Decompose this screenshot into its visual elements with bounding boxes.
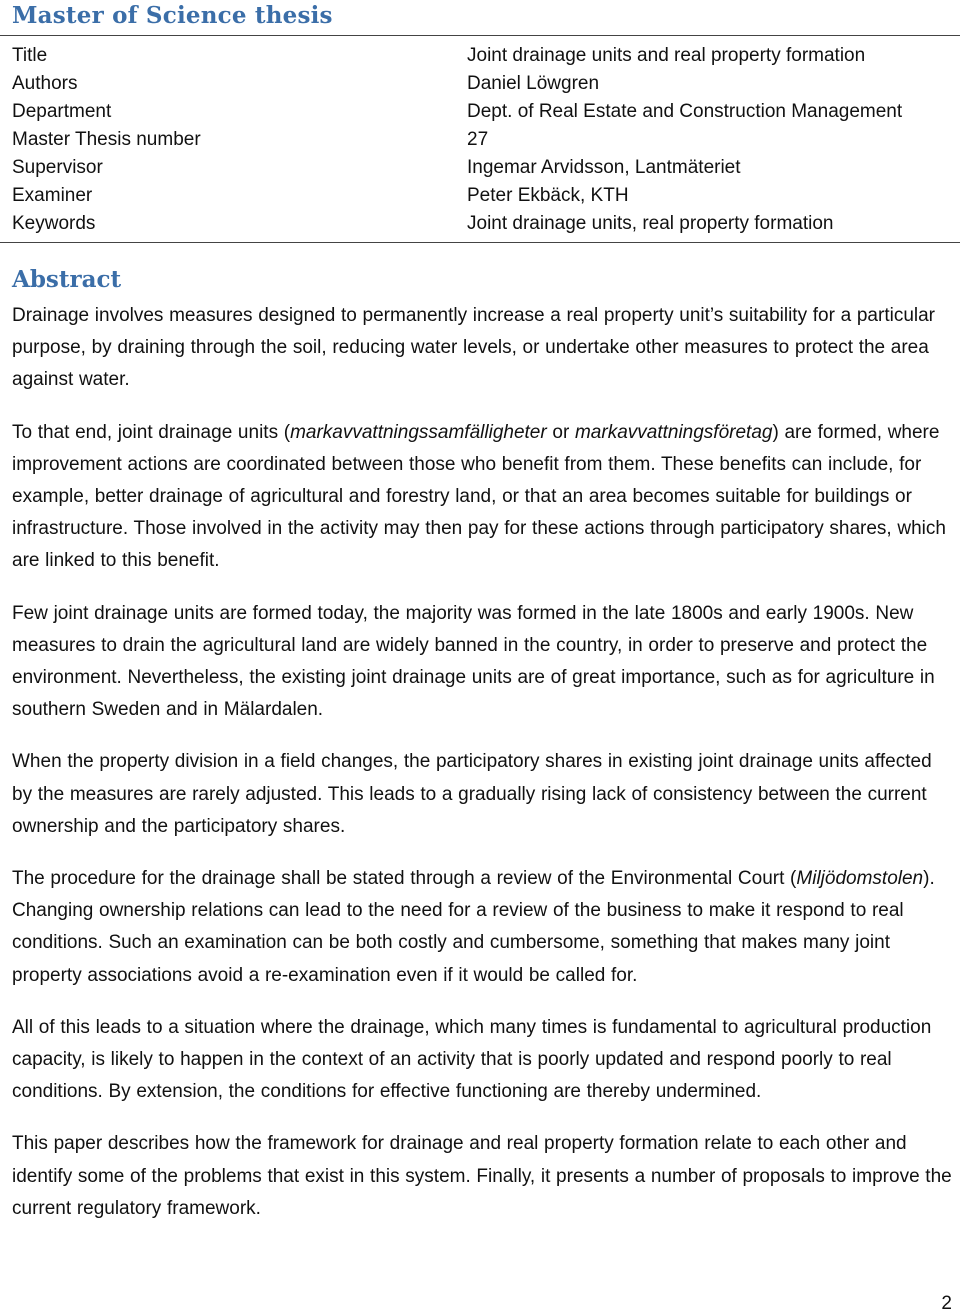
meta-row-title xyxy=(12,42,957,70)
meta-value: Daniel Löwgren xyxy=(467,73,600,94)
meta-key: Keywords xyxy=(12,213,96,234)
meta-value: Joint drainage units, real property formation xyxy=(467,213,834,234)
abstract-paragraph-3: Few joint drainage units are formed today, the majority was formed in the late 1800s and early 1900s. New measures to drain the agricultural land are widely banned in the country, in order to preserve and protect the environment. Nevertheless, the existing joint drainage units are of great importance, such as for agriculture in southern Sweden and in Mälardalen. xyxy=(12,602,935,721)
header-rule-top xyxy=(0,35,960,36)
meta-key: Examiner xyxy=(12,185,93,206)
meta-value: Peter Ekbäck, KTH xyxy=(467,185,629,206)
meta-key: Authors xyxy=(12,73,78,94)
abstract-paragraph-4: When the property division in a field changes, the participatory shares in existing joint drainage units affected by the measures are rarely adjusted. This leads to a gradually rising lack of consistency between the current ownership and the participatory shares. xyxy=(12,751,932,837)
page-title: Master of Science thesis xyxy=(12,2,333,29)
swedish-term: Miljödomstolen xyxy=(796,868,924,890)
swedish-term: markavvattningsföretag xyxy=(574,421,773,443)
abstract-paragraph-2 xyxy=(12,417,952,578)
header-rule-bottom xyxy=(0,242,960,243)
abstract-paragraph-7: This paper describes how the framework for drainage and real property formation relate to each other and identify some of the problems that exist in this system. Finally, it presents a number of proposals to improve the current regulatory framework. xyxy=(12,1133,952,1219)
paragraph-text: ) are formed, where improvement actions are coordinated between those who benefit from them. These benefits can include, for example, better drainage of agricultural and forestry land, or that an area becomes suitable for buildings or infrastructure. Those involved in the activity may then pay for these actions through participatory shares, which are linked to this benefit. xyxy=(12,421,946,572)
meta-row-department xyxy=(12,98,957,126)
meta-value: Ingemar Arvidsson, Lantmäteriet xyxy=(467,157,741,178)
abstract-heading: Abstract xyxy=(12,266,122,293)
meta-row-examiner xyxy=(12,182,957,210)
meta-row-supervisor xyxy=(12,154,957,182)
paragraph-text: The procedure for the drainage shall be stated through a review of the Environmental Court ( xyxy=(12,868,797,890)
abstract-body xyxy=(12,300,952,1245)
meta-key: Master Thesis number xyxy=(12,129,201,150)
paragraph-text: To that end, joint drainage units ( xyxy=(12,421,291,443)
meta-key: Department xyxy=(12,101,112,122)
meta-value: Dept. of Real Estate and Construction Management xyxy=(467,101,903,122)
page-number: 2 xyxy=(941,1293,952,1314)
paragraph-text: ). Changing ownership relations can lead to the need for a review of the business to make it respond to real conditions. Such an examination can be both costly and cumbersome, something that makes many joint property associations avoid a re-examination even if it would be called for. xyxy=(12,868,935,986)
abstract-paragraph-6: All of this leads to a situation where the drainage, which many times is fundamental to agricultural production capacity, is likely to happen in the context of an activity that is poorly updated and respond poorly to real conditions. By extension, the conditions for effective functioning are thereby undermined. xyxy=(12,1016,932,1103)
meta-row-thesis-number xyxy=(12,126,957,154)
paragraph-text: or xyxy=(546,421,575,443)
meta-value: 27 xyxy=(467,129,489,150)
abstract-paragraph-1: Drainage involves measures designed to permanently increase a real property unit’s suitability for a particular purpose, by draining through the soil, reducing water levels, or undertake other measures to protect the area against water. xyxy=(12,305,935,391)
meta-value: Joint drainage units and real property formation xyxy=(467,45,866,66)
meta-key: Supervisor xyxy=(12,157,103,178)
swedish-term: markavvattningssamfälligheter xyxy=(290,421,547,443)
meta-key: Title xyxy=(12,45,48,66)
meta-row-keywords xyxy=(12,210,957,238)
abstract-paragraph-5 xyxy=(12,863,952,992)
thesis-metadata-table xyxy=(12,42,957,238)
meta-row-authors xyxy=(12,70,957,98)
